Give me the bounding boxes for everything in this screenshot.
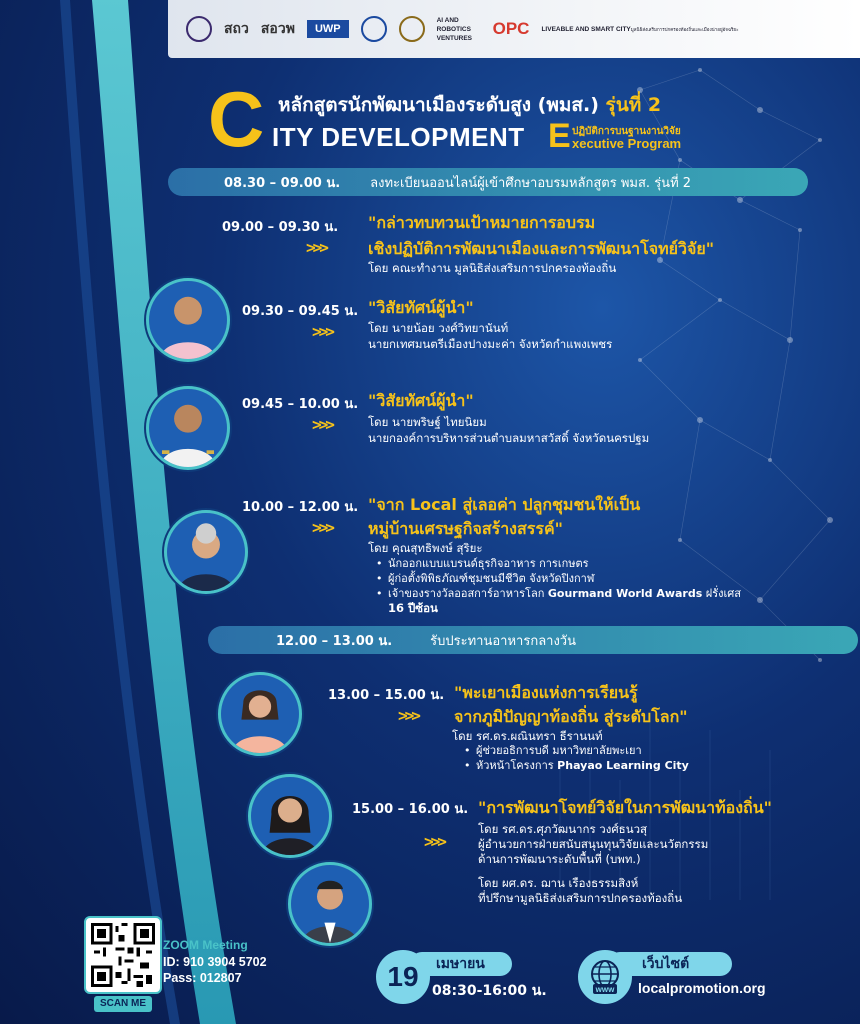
project-name: Phayao Learning City [557, 759, 689, 772]
date-month-pill: เมษายน [410, 952, 512, 976]
arrow-icon: >>> [312, 415, 332, 434]
agenda-title: "วิสัยทัศน์ผู้นำ" [368, 298, 474, 317]
speaker-avatar [146, 278, 230, 362]
agenda-speaker: โดย คุณสุทธิพงษ์ สุริยะ [368, 541, 483, 555]
credential-text: เจ้าของรางวัลออสการ์อาหารโลก [388, 587, 545, 600]
speaker-avatar [146, 386, 230, 470]
event-time-range: 08:30-16:00 น. [432, 983, 547, 999]
agenda-time: 09.45 – 10.00 น. [242, 397, 359, 412]
header-title-thai-text: หลักสูตรนักพัฒนาเมืองระดับสูง (พมส.) [278, 94, 599, 116]
agenda-speaker: โดย นายพริษฐ์ ไทยนิยม [368, 415, 487, 429]
agenda-time: 12.00 – 13.00 น. [276, 633, 393, 649]
registration-bar [168, 168, 808, 196]
credential-continuation: 16 ปีซ้อน [388, 601, 438, 615]
globe-icon [578, 950, 632, 1004]
zoom-meeting-id: ID: 910 3904 5702 [163, 955, 267, 969]
hwy-logo: สถว [224, 20, 249, 36]
agenda-title: "พะเยาเมืองแห่งการเรียนรู้ [454, 683, 638, 702]
agenda-speaker: โดย รศ.ดร.ผณินทรา ธีรานนท์ [452, 729, 603, 743]
agenda-speaker: โดย รศ.ดร.ศุภวัฒนากร วงศ์ธนวสุ [478, 822, 648, 836]
smart-city-title: LIVEABLE AND SMART CITY [541, 25, 631, 33]
speaker-avatar [288, 862, 372, 946]
partner-logo-bar [168, 0, 860, 58]
gear-seal-logo [361, 16, 387, 42]
header-title-thai [278, 90, 661, 120]
arrow-icon: >>> [398, 706, 418, 725]
agenda-title: "กล่าวทบทวนเป้าหมายการอบรม [368, 213, 596, 232]
agenda-title: จากภูมิปัญญาท้องถิ่น สู่ระดับโลก" [454, 707, 688, 726]
opc-logo: OPC [492, 19, 530, 38]
speaker-credential [388, 586, 741, 601]
scan-me-label: SCAN ME [94, 996, 152, 1012]
smart-city-subtitle: มูลนิธิส่งเสริมการปกครองท้องถิ่นและเมืองน่าอยู่อัจฉริยะ [630, 26, 739, 32]
emblem-logo [186, 16, 212, 42]
speaker-avatar [248, 774, 332, 858]
qr-code-icon [91, 923, 155, 987]
agenda-time: 15.00 – 16.00 น. [352, 802, 469, 817]
header-big-e: E [548, 117, 571, 155]
speaker-credential: • ผู้ช่วยอธิการบดี มหาวิทยาลัยพะเยา [476, 743, 642, 758]
zoom-meeting-title: ZOOM Meeting [163, 938, 248, 952]
speaker-avatar [218, 672, 302, 756]
arrow-icon: >>> [312, 518, 332, 537]
website-link[interactable]: localpromotion.org [638, 980, 766, 996]
agenda-speaker-role: นายกเทศมนตรีเมืองปางมะค่า จังหวัดกำแพงเพชร [368, 337, 613, 351]
zoom-meeting-password: Pass: 012807 [163, 971, 242, 985]
speaker-credential: • นักออกแบบแบรนด์ธุรกิจอาหาร การเกษตร [388, 556, 589, 571]
sorwor-logo: สอวพ [260, 20, 295, 36]
agenda-description: รับประทานอาหารกลางวัน [430, 633, 576, 649]
agenda-speaker-role: ด้านการพัฒนาระดับพื้นที่ (บพท.) [478, 852, 641, 866]
arrow-icon: >>> [306, 238, 326, 257]
agenda-speaker: โดย คณะทำงาน มูลนิธิส่งเสริมการปกครองท้องถิ่น [368, 261, 617, 275]
website-label: เว็บไซต์ [608, 952, 732, 976]
agenda-time: 13.00 – 15.00 น. [328, 688, 445, 703]
agenda-title: "วิสัยทัศน์ผู้นำ" [368, 391, 474, 410]
agenda-time: 10.00 – 12.00 น. [242, 500, 359, 515]
arrow-icon: >>> [424, 832, 444, 851]
robotics-logo: AI AND ROBOTICS VENTURES [436, 16, 473, 42]
speaker-avatar [164, 510, 248, 594]
uwp-logo: UWP [307, 20, 349, 38]
header-big-c: C [208, 75, 265, 163]
agenda-time: 09.00 – 09.30 น. [222, 220, 339, 235]
agenda-speaker: โดย นายน้อย วงศ์วิทยานันท์ [368, 321, 509, 335]
agenda-title: "การพัฒนาโจทย์วิจัยในการพัฒนาท้องถิ่น" [478, 798, 773, 817]
agenda-title: เชิงปฏิบัติการพัฒนาเมืองและการพัฒนาโจทย์วิจัย" [368, 239, 715, 258]
header-round: รุ่นที่ 2 [605, 94, 662, 116]
credential-text: หัวหน้าโครงการ [476, 759, 554, 772]
agenda-time: 08.30 – 09.00 น. [224, 175, 341, 191]
agenda-title: "จาก Local สู่เลอค่า ปลูกชุมชนให้เป็น [368, 495, 641, 514]
agenda-title: หมู่บ้านเศรษฐกิจสร้างสรรค์" [368, 519, 563, 538]
credential-text: ฝรั่งเศส [705, 587, 741, 600]
speaker-credential: • ผู้ก่อตั้งพิพิธภัณฑ์ชุมชนมีชีวิต จังหวัดปิงกาฬ [388, 571, 594, 586]
agenda-time: 09.30 – 09.45 น. [242, 304, 359, 319]
header-subtitle-english: xecutive Program [572, 136, 682, 151]
agenda-speaker-role: ผู้อำนวยการฝ่ายสนับสนุนทุนวิจัยและนวัตกรรม [478, 837, 709, 851]
agenda-description: ลงทะเบียนออนไลน์ผู้เข้าศึกษาอบรมหลักสูตร พมส. รุ่นที่ 2 [370, 175, 692, 191]
www-text: www [595, 985, 615, 994]
award-name: Gourmand World Awards [547, 587, 703, 600]
date-day: 19 [376, 950, 430, 1004]
university-seal-logo [399, 16, 425, 42]
speaker-credential [476, 758, 689, 773]
liveable-smart-city-logo [541, 25, 738, 34]
qr-code[interactable] [84, 916, 162, 994]
lunch-bar [208, 626, 858, 654]
header-subtitle-thai: ปฏิบัติการบนฐานงานวิจัย [572, 126, 681, 137]
agenda-speaker-role: ที่ปรึกษามูลนิธิส่งเสริมการปกครองท้องถิ่น [478, 891, 683, 905]
agenda-speaker-role: นายกองค์การบริหารส่วนตำบลมหาสวัสดิ์ จังหวัดนครปฐม [368, 431, 650, 445]
header-title-english: ITY DEVELOPMENT [272, 122, 525, 152]
agenda-speaker: โดย ผศ.ดร. ฌาน เรืองธรรมสิงห์ [478, 876, 639, 890]
arrow-icon: >>> [312, 322, 332, 341]
